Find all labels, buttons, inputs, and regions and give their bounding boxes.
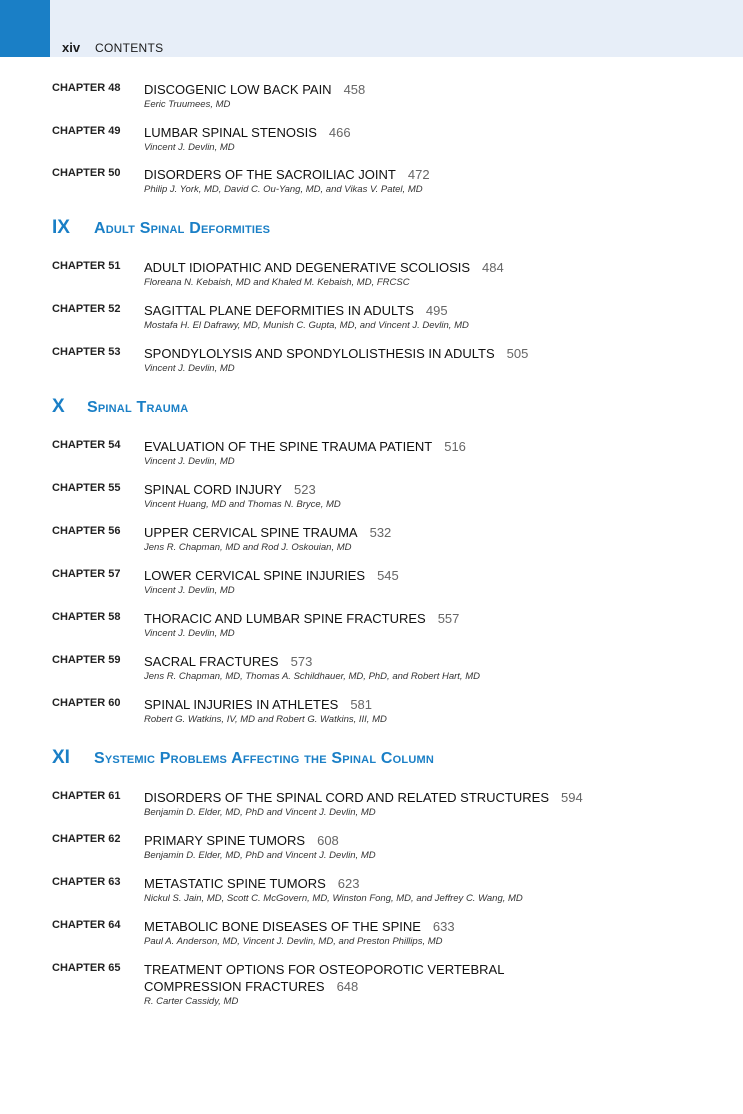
chapter-title[interactable]: SPINAL INJURIES IN ATHLETES 581 xyxy=(144,697,373,712)
chapter-label: CHAPTER 56 xyxy=(52,525,121,537)
chapter-label: CHAPTER 60 xyxy=(52,697,121,709)
chapter-page: 623 xyxy=(337,876,360,891)
part-heading-xi[interactable] xyxy=(52,747,434,769)
chapter-authors: Jens R. Chapman, MD, Thomas A. Schildhauer, MD, PhD, and Robert Hart, MD xyxy=(144,671,480,682)
chapter-title[interactable]: METABOLIC BONE DISEASES OF THE SPINE 633 xyxy=(144,919,455,934)
chapter-authors: Robert G. Watkins, IV, MD and Robert G. Watkins, III, MD xyxy=(144,714,387,725)
chapter-page: 594 xyxy=(561,790,583,805)
chapter-authors: R. Carter Cassidy, MD xyxy=(144,996,239,1007)
chapter-page: 516 xyxy=(444,439,466,454)
chapter-authors: Eeric Truumees, MD xyxy=(144,99,231,110)
chapter-page: 458 xyxy=(343,82,366,97)
chapter-label: CHAPTER 62 xyxy=(52,833,121,845)
chapter-title[interactable]: PRIMARY SPINE TUMORS 608 xyxy=(144,833,339,848)
chapter-page: 495 xyxy=(425,303,448,318)
part-heading-x[interactable] xyxy=(52,396,188,418)
chapter-title[interactable]: SPINAL CORD INJURY 523 xyxy=(144,482,316,497)
chapter-label: CHAPTER 65 xyxy=(52,962,121,974)
chapter-label: CHAPTER 53 xyxy=(52,346,121,358)
chapter-authors: Floreana N. Kebaish, MD and Khaled M. Kebaish, MD, FRCSC xyxy=(144,277,410,288)
chapter-page: 608 xyxy=(317,833,339,848)
chapter-label: CHAPTER 50 xyxy=(52,167,121,179)
chapter-authors: Benjamin D. Elder, MD, PhD and Vincent J. Devlin, MD xyxy=(144,850,376,861)
chapter-authors: Jens R. Chapman, MD and Rod J. Oskouian, MD xyxy=(144,542,352,553)
chapter-title[interactable]: METASTATIC SPINE TUMORS 623 xyxy=(144,876,360,891)
page-number: xiv xyxy=(62,40,81,55)
chapter-page: 581 xyxy=(350,697,373,712)
chapter-page: 523 xyxy=(293,482,316,497)
chapter-authors: Vincent J. Devlin, MD xyxy=(144,456,235,467)
chapter-title[interactable]: SAGITTAL PLANE DEFORMITIES IN ADULTS 495 xyxy=(144,303,448,318)
chapter-title[interactable]: SACRAL FRACTURES 573 xyxy=(144,654,313,669)
chapter-page: 532 xyxy=(369,525,392,540)
chapter-title[interactable]: SPONDYLOLYSIS AND SPONDYLOLISTHESIS IN ADULTS 505 xyxy=(144,346,529,361)
chapter-page: 484 xyxy=(482,260,504,275)
chapter-label: CHAPTER 58 xyxy=(52,611,121,623)
chapter-title[interactable]: UPPER CERVICAL SPINE TRAUMA 532 xyxy=(144,525,392,540)
part-number: XI xyxy=(52,747,70,768)
chapter-authors: Paul A. Anderson, MD, Vincent J. Devlin, MD, and Preston Phillips, MD xyxy=(144,936,443,947)
part-number: IX xyxy=(52,217,70,238)
part-number: X xyxy=(52,396,65,417)
chapter-authors: Benjamin D. Elder, MD, PhD and Vincent J. Devlin, MD xyxy=(144,807,376,818)
chapter-authors: Vincent Huang, MD and Thomas N. Bryce, MD xyxy=(144,499,341,510)
chapter-page: 466 xyxy=(328,125,351,140)
chapter-page: 545 xyxy=(377,568,399,583)
chapter-label: CHAPTER 52 xyxy=(52,303,121,315)
part-heading-ix[interactable] xyxy=(52,217,270,239)
part-title: Spinal Trauma xyxy=(87,399,189,416)
chapter-page: 557 xyxy=(437,611,460,626)
chapter-authors: Nickul S. Jain, MD, Scott C. McGovern, MD, Winston Fong, MD, and Jeffrey C. Wang, MD xyxy=(144,893,523,904)
header-color-tab xyxy=(0,0,50,57)
part-title: Adult Spinal Deformities xyxy=(94,220,271,237)
chapter-label: CHAPTER 54 xyxy=(52,439,121,451)
chapter-label: CHAPTER 57 xyxy=(52,568,121,580)
chapter-label: CHAPTER 64 xyxy=(52,919,121,931)
chapter-authors: Vincent J. Devlin, MD xyxy=(144,628,235,639)
chapter-title[interactable]: THORACIC AND LUMBAR SPINE FRACTURES 557 xyxy=(144,611,460,626)
chapter-title[interactable]: EVALUATION OF THE SPINE TRAUMA PATIENT 516 xyxy=(144,439,466,454)
chapter-authors: Philip J. York, MD, David C. Ou-Yang, MD, and Vikas V. Patel, MD xyxy=(144,184,423,195)
chapter-page: 472 xyxy=(407,167,430,182)
chapter-title[interactable]: ADULT IDIOPATHIC AND DEGENERATIVE SCOLIOSIS 484 xyxy=(144,260,504,275)
chapter-title[interactable]: DISORDERS OF THE SACROILIAC JOINT 472 xyxy=(144,167,430,182)
chapter-label: CHAPTER 61 xyxy=(52,790,121,802)
chapter-page: 648 xyxy=(336,979,359,994)
chapter-authors: Vincent J. Devlin, MD xyxy=(144,585,235,596)
chapter-authors: Vincent J. Devlin, MD xyxy=(144,363,235,374)
chapter-title[interactable]: DISCOGENIC LOW BACK PAIN 458 xyxy=(144,82,366,97)
chapter-title[interactable]: LUMBAR SPINAL STENOSIS 466 xyxy=(144,125,351,140)
chapter-authors: Vincent J. Devlin, MD xyxy=(144,142,235,153)
chapter-label: CHAPTER 51 xyxy=(52,260,121,272)
chapter-page: 633 xyxy=(432,919,455,934)
running-head: CONTENTS xyxy=(95,41,164,55)
chapter-page: 505 xyxy=(506,346,529,361)
chapter-title[interactable]: LOWER CERVICAL SPINE INJURIES 545 xyxy=(144,568,399,583)
chapter-title[interactable]: DISORDERS OF THE SPINAL CORD AND RELATED STRUCTURES 594 xyxy=(144,790,583,805)
chapter-page: 573 xyxy=(290,654,313,669)
chapter-title[interactable]: TREATMENT OPTIONS FOR OSTEOPOROTIC VERTEBRAL COMPRESSION FRACTURES 648 xyxy=(144,962,504,994)
chapter-label: CHAPTER 59 xyxy=(52,654,121,666)
part-title: Systemic Problems Affecting the Spinal Column xyxy=(94,750,434,767)
chapter-authors: Mostafa H. El Dafrawy, MD, Munish C. Gupta, MD, and Vincent J. Devlin, MD xyxy=(144,320,469,331)
chapter-label: CHAPTER 48 xyxy=(52,82,121,94)
chapter-label: CHAPTER 63 xyxy=(52,876,121,888)
chapter-label: CHAPTER 49 xyxy=(52,125,121,137)
chapter-label: CHAPTER 55 xyxy=(52,482,121,494)
